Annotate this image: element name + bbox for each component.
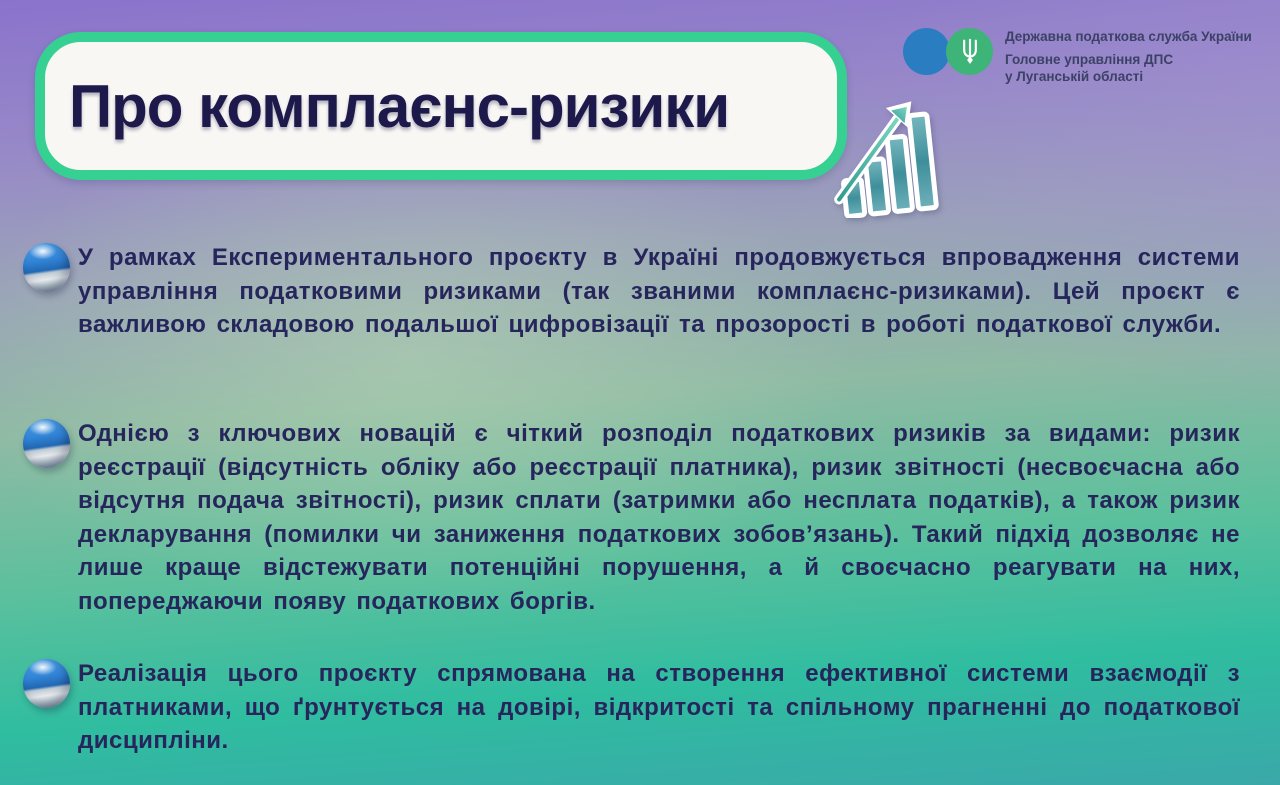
paragraph-project-intro: У рамках Експериментального проєкту в Україні продовжується впровадження системи управління податковими ризиками (так званими комплаєнс-ризиками). Цей проєкт є важливою складовою подальшої цифровізації та прозорості в роботі податкової служби. bbox=[78, 244, 1240, 339]
sphere-bullet-icon bbox=[23, 243, 70, 292]
logo-green-circle-icon bbox=[946, 28, 993, 75]
dps-logo bbox=[903, 27, 995, 75]
org-name-line: Державна податкова служба України bbox=[1005, 29, 1252, 44]
org-division-line: Головне управління ДПС bbox=[1005, 52, 1174, 67]
paragraph-project-goal: Реалізація цього проєкту спрямована на створення ефективної системи взаємодії з платниками, що ґрунтується на довірі, відкритості та спільному прагненні до податкової дисципліни. bbox=[78, 660, 1240, 755]
org-region-line: у Луганській області bbox=[1005, 68, 1144, 84]
sphere-bullet-icon bbox=[23, 659, 70, 708]
sphere-bullet-icon bbox=[23, 419, 70, 468]
org-text-block bbox=[1005, 27, 1273, 85]
paragraph-risk-types: Однією з ключових новацій є чіткий розподіл податкових ризиків за видами: ризик реєстрації (відсутність обліку або реєстрації платника), ризик звітності (несвоєчасна або відсутня подача звітності), ризик сплати (затримки або несплата податків), а також ризик декларування (помилки чи заниження податкових зобов’язань). Такий підхід дозволяє не лише краще відстежувати потенційні порушення, а й своєчасно реагувати на них, попереджаючи появу податкових боргів. bbox=[78, 420, 1240, 615]
page-title: Про комплаєнс-ризики bbox=[69, 72, 730, 140]
bar-chart-growth-icon bbox=[833, 96, 948, 218]
title-card bbox=[35, 32, 847, 180]
org-header bbox=[903, 27, 1273, 85]
trident-icon bbox=[960, 38, 980, 65]
logo-blue-circle-icon bbox=[903, 28, 950, 75]
